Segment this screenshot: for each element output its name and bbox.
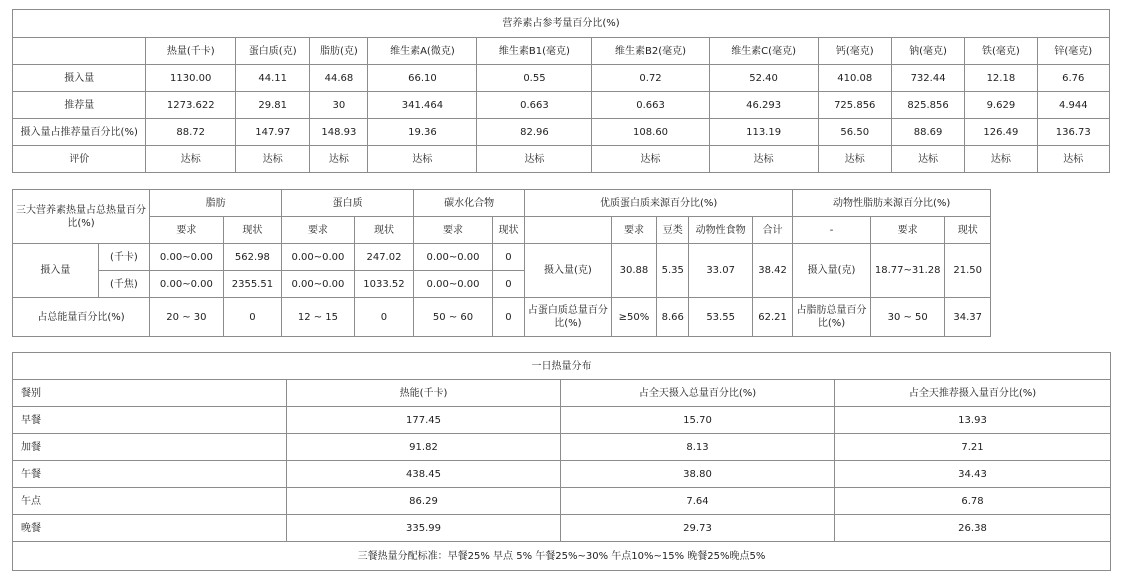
table-cell: 21.50 xyxy=(945,244,991,298)
table-cell: 56.50 xyxy=(818,119,891,146)
table-row xyxy=(13,461,1111,488)
table-cell: 0 xyxy=(492,244,524,271)
col-header: 要求 xyxy=(150,217,224,244)
row-label: 占脂肪总量百分比(%) xyxy=(793,298,871,337)
nutrient-reference-table xyxy=(12,9,1110,173)
table-cell: 247.02 xyxy=(354,244,413,271)
row-label: 摄入量(克) xyxy=(525,244,612,298)
table-cell: 52.40 xyxy=(709,65,818,92)
table-cell: 91.82 xyxy=(287,434,561,461)
table-cell: 0 xyxy=(492,298,524,337)
table-cell: 66.10 xyxy=(368,65,477,92)
daily-energy-table xyxy=(12,352,1111,571)
col-header: 热能(千卡) xyxy=(287,380,561,407)
table-cell: 0.00~0.00 xyxy=(282,271,355,298)
table-cell: 50 ~ 60 xyxy=(414,298,493,337)
distribution-title: 一日热量分布 xyxy=(13,353,1111,380)
row-label: 占蛋白质总量百分比(%) xyxy=(525,298,612,337)
table-cell: 34.37 xyxy=(945,298,991,337)
table-row xyxy=(13,407,1111,434)
table-cell: 0.663 xyxy=(592,92,709,119)
table-row xyxy=(13,515,1111,542)
table-cell: 126.49 xyxy=(965,119,1037,146)
table-row xyxy=(13,92,1110,119)
table-cell: 30.88 xyxy=(611,244,656,298)
col-header: 锌(毫克) xyxy=(1037,38,1109,65)
col-header: 占全天摄入总量百分比(%) xyxy=(561,380,835,407)
table-cell: 725.856 xyxy=(818,92,891,119)
evaluation-cell: 达标 xyxy=(310,146,368,173)
table-cell: 0 xyxy=(354,298,413,337)
row-label: 评价 xyxy=(13,146,146,173)
table-cell: 1130.00 xyxy=(146,65,236,92)
col-header: 豆类 xyxy=(657,217,689,244)
table-cell: 0 xyxy=(492,271,524,298)
table-cell: 9.629 xyxy=(965,92,1037,119)
evaluation-cell: 达标 xyxy=(236,146,310,173)
table-cell: 562.98 xyxy=(223,244,281,271)
col-header: 现状 xyxy=(492,217,524,244)
table-row xyxy=(13,146,1110,173)
table-cell: 0.00~0.00 xyxy=(414,271,493,298)
table-cell: 108.60 xyxy=(592,119,709,146)
table-cell: 2355.51 xyxy=(223,271,281,298)
table-cell: 177.45 xyxy=(287,407,561,434)
table-cell: 7.21 xyxy=(835,434,1111,461)
table-cell: ≥50% xyxy=(611,298,656,337)
protein-source-title: 优质蛋白质来源百分比(%) xyxy=(525,190,793,217)
table-cell: 335.99 xyxy=(287,515,561,542)
table-cell: 12 ~ 15 xyxy=(282,298,355,337)
table-cell: 0.00~0.00 xyxy=(282,244,355,271)
table-cell: 0.00~0.00 xyxy=(150,244,224,271)
table-cell: 44.11 xyxy=(236,65,310,92)
col-header: 餐别 xyxy=(13,380,287,407)
table-cell: 113.19 xyxy=(709,119,818,146)
evaluation-cell: 达标 xyxy=(891,146,964,173)
table-header-row xyxy=(13,38,1110,65)
col-header: 热量(千卡) xyxy=(146,38,236,65)
table-cell: 0.00~0.00 xyxy=(414,244,493,271)
col-header: 蛋白质(克) xyxy=(236,38,310,65)
meal-label: 晚餐 xyxy=(13,515,287,542)
evaluation-cell: 达标 xyxy=(1037,146,1109,173)
col-header: 要求 xyxy=(870,217,945,244)
meal-label: 加餐 xyxy=(13,434,287,461)
col-header: 脂肪(克) xyxy=(310,38,368,65)
col-header: 要求 xyxy=(282,217,355,244)
table-cell: 1273.622 xyxy=(146,92,236,119)
table-cell: 147.97 xyxy=(236,119,310,146)
table-row xyxy=(13,434,1111,461)
evaluation-cell: 达标 xyxy=(368,146,477,173)
meal-label: 午餐 xyxy=(13,461,287,488)
col-header: 维生素B2(毫克) xyxy=(592,38,709,65)
table-cell: 825.856 xyxy=(891,92,964,119)
table-cell: 136.73 xyxy=(1037,119,1109,146)
table-cell: 5.35 xyxy=(657,244,689,298)
meal-label: 早餐 xyxy=(13,407,287,434)
row-label: 推荐量 xyxy=(13,92,146,119)
fat-source-title: 动物性脂肪来源百分比(%) xyxy=(793,190,991,217)
corner-cell xyxy=(13,38,146,65)
table-cell: 30 xyxy=(310,92,368,119)
table-cell: 88.69 xyxy=(891,119,964,146)
table-cell: 38.42 xyxy=(752,244,792,298)
table-row xyxy=(13,488,1111,515)
table-cell: 62.21 xyxy=(752,298,792,337)
table-cell: 0.00~0.00 xyxy=(150,271,224,298)
meal-label: 午点 xyxy=(13,488,287,515)
table-cell: 19.36 xyxy=(368,119,477,146)
col-header: 动物性食物 xyxy=(689,217,753,244)
evaluation-cell: 达标 xyxy=(709,146,818,173)
table-cell: 148.93 xyxy=(310,119,368,146)
table-cell: 8.66 xyxy=(657,298,689,337)
macronutrient-table xyxy=(12,189,991,337)
table-cell: 26.38 xyxy=(835,515,1111,542)
empty-cell xyxy=(525,217,612,244)
group-header: 蛋白质 xyxy=(282,190,414,217)
table-cell: 4.944 xyxy=(1037,92,1109,119)
evaluation-cell: 达标 xyxy=(146,146,236,173)
table-row xyxy=(13,65,1110,92)
table-cell: 18.77~31.28 xyxy=(870,244,945,298)
table-cell: 53.55 xyxy=(689,298,753,337)
table-cell: 732.44 xyxy=(891,65,964,92)
col-header: 钠(毫克) xyxy=(891,38,964,65)
table-cell: 12.18 xyxy=(965,65,1037,92)
table-cell: 34.43 xyxy=(835,461,1111,488)
macro-corner: 三大营养素热量占总热量百分比(%) xyxy=(13,190,150,244)
evaluation-cell: 达标 xyxy=(592,146,709,173)
col-header: 维生素C(毫克) xyxy=(709,38,818,65)
table-row xyxy=(13,119,1110,146)
table-cell: 0 xyxy=(223,298,281,337)
col-header: 维生素A(微克) xyxy=(368,38,477,65)
row-label: 摄入量(克) xyxy=(793,244,871,298)
table-cell: 6.78 xyxy=(835,488,1111,515)
col-header: 钙(毫克) xyxy=(818,38,891,65)
table-cell: 44.68 xyxy=(310,65,368,92)
evaluation-cell: 达标 xyxy=(965,146,1037,173)
table-cell: 438.45 xyxy=(287,461,561,488)
evaluation-cell: 达标 xyxy=(818,146,891,173)
table-cell: 33.07 xyxy=(689,244,753,298)
table-cell: 20 ~ 30 xyxy=(150,298,224,337)
row-label: 摄入量 xyxy=(13,244,99,298)
col-header: 要求 xyxy=(611,217,656,244)
distribution-footer: 三餐热量分配标准：早餐25% 早点 5% 午餐25%~30% 午点10%~15% 晚餐25%晚点5% xyxy=(13,542,1111,571)
evaluation-cell: 达标 xyxy=(477,146,592,173)
table-cell: 410.08 xyxy=(818,65,891,92)
col-header: 铁(毫克) xyxy=(965,38,1037,65)
table-cell: 13.93 xyxy=(835,407,1111,434)
col-header: 现状 xyxy=(223,217,281,244)
table-cell: 82.96 xyxy=(477,119,592,146)
row-label: 摄入量 xyxy=(13,65,146,92)
table-cell: 341.464 xyxy=(368,92,477,119)
table-cell: 38.80 xyxy=(561,461,835,488)
table-cell: 30 ~ 50 xyxy=(870,298,945,337)
table-cell: 0.55 xyxy=(477,65,592,92)
table-cell: 88.72 xyxy=(146,119,236,146)
table-cell: 0.663 xyxy=(477,92,592,119)
col-header: 要求 xyxy=(414,217,493,244)
table-cell: 29.73 xyxy=(561,515,835,542)
col-header: 现状 xyxy=(354,217,413,244)
unit-label: (千卡) xyxy=(98,244,149,271)
dash-cell: - xyxy=(793,217,871,244)
table-cell: 6.76 xyxy=(1037,65,1109,92)
nutrient-table-title: 营养素占参考量百分比(%) xyxy=(13,10,1110,38)
group-header: 碳水化合物 xyxy=(414,190,525,217)
table-cell: 0.72 xyxy=(592,65,709,92)
col-header: 维生素B1(毫克) xyxy=(477,38,592,65)
table-cell: 29.81 xyxy=(236,92,310,119)
group-header: 脂肪 xyxy=(150,190,282,217)
table-cell: 46.293 xyxy=(709,92,818,119)
table-cell: 86.29 xyxy=(287,488,561,515)
table-header-row xyxy=(13,380,1111,407)
table-cell: 1033.52 xyxy=(354,271,413,298)
table-cell: 7.64 xyxy=(561,488,835,515)
table-cell: 8.13 xyxy=(561,434,835,461)
unit-label: (千焦) xyxy=(98,271,149,298)
row-label: 占总能量百分比(%) xyxy=(13,298,150,337)
col-header: 合计 xyxy=(752,217,792,244)
col-header: 现状 xyxy=(945,217,991,244)
col-header: 占全天推荐摄入量百分比(%) xyxy=(835,380,1111,407)
row-label: 摄入量占推荐量百分比(%) xyxy=(13,119,146,146)
table-cell: 15.70 xyxy=(561,407,835,434)
